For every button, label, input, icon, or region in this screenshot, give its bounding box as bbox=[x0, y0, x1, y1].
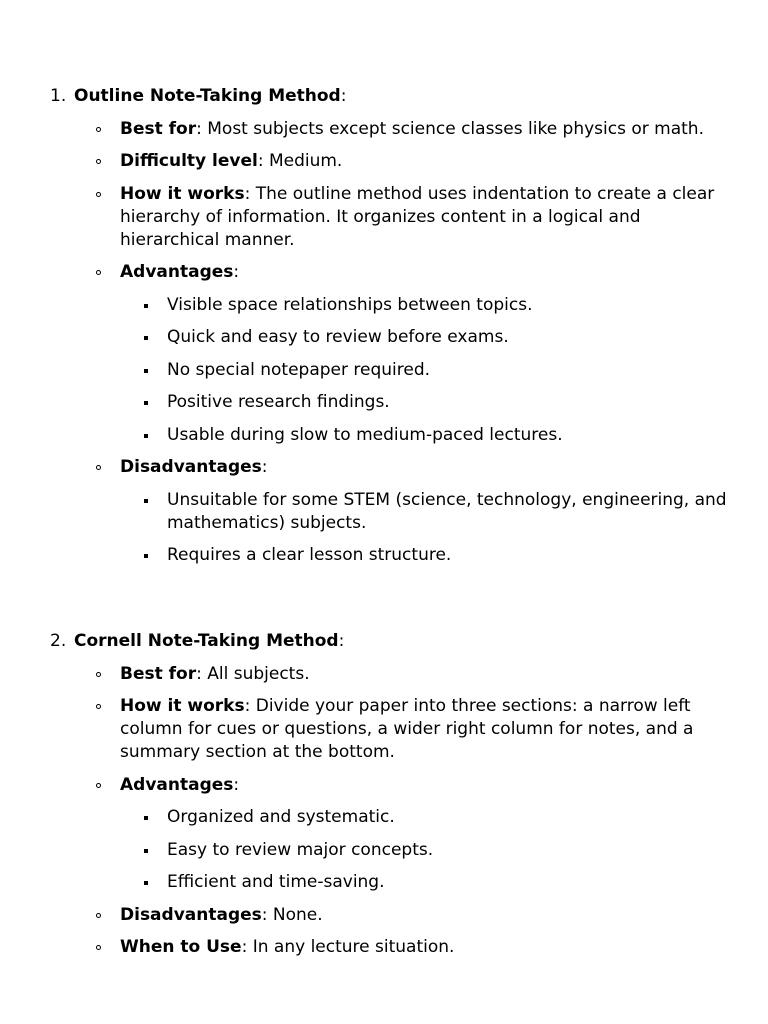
item-text: : bbox=[233, 774, 240, 795]
section-heading bbox=[0, 85, 768, 108]
sub-list-item bbox=[0, 424, 768, 447]
circle-bullet-icon bbox=[96, 127, 101, 132]
sub-item-text: Quick and easy to review before exams. bbox=[167, 327, 509, 347]
item-text: : Medium. bbox=[257, 151, 343, 171]
section-title: Outline Note-Taking Method bbox=[74, 86, 341, 106]
sub-item-text: Efficient and time-saving. bbox=[167, 872, 385, 892]
item-label: Advantages bbox=[120, 774, 234, 795]
sub-list-item bbox=[0, 326, 768, 349]
circle-bullet-icon bbox=[96, 159, 101, 164]
square-bullet-icon bbox=[144, 304, 148, 308]
section-title: Cornell Note-Taking Method bbox=[74, 631, 339, 651]
item-label: Difficulty level bbox=[120, 151, 258, 171]
item-label: How it works bbox=[120, 696, 245, 716]
list-item-difficulty-level bbox=[0, 150, 768, 173]
item-label: Disadvantages bbox=[120, 457, 262, 477]
sub-item-text: Requires a clear lesson structure. bbox=[167, 545, 452, 565]
item-text: : In any lecture situation. bbox=[241, 937, 455, 957]
list-item-advantages bbox=[0, 774, 768, 797]
sub-item-text: No special notepaper required. bbox=[167, 359, 431, 380]
item-text: : Most subjects except science classes like physics or math. bbox=[196, 118, 704, 139]
square-bullet-icon bbox=[144, 881, 148, 885]
circle-bullet-icon bbox=[96, 192, 101, 197]
square-bullet-icon bbox=[144, 401, 148, 405]
section-outline-method bbox=[0, 85, 768, 567]
circle-bullet-icon bbox=[96, 783, 101, 788]
circle-bullet-icon bbox=[96, 913, 101, 918]
sub-item-text: Easy to review major concepts. bbox=[167, 839, 434, 860]
item-label: When to Use bbox=[120, 937, 242, 957]
sub-item-text: Organized and systematic. bbox=[167, 807, 395, 827]
item-label: Best for bbox=[120, 118, 197, 139]
item-text: : Divide your paper into three sections: a narrow left column for cues or questions, a wider right column for notes, and a summary section at the bottom. bbox=[120, 696, 694, 762]
item-text: : The outline method uses indentation to create a clear hierarchy of information. It organizes content in a logical and hierarchical manner. bbox=[120, 183, 715, 250]
list-item-how-it-works bbox=[0, 695, 768, 764]
section-title-suffix: : bbox=[338, 631, 345, 651]
list-item-when-to-use bbox=[0, 936, 768, 959]
sub-list-item bbox=[0, 489, 768, 535]
square-bullet-icon bbox=[144, 554, 148, 558]
sub-list-item bbox=[0, 806, 768, 829]
list-number: 2. bbox=[50, 631, 67, 651]
circle-bullet-icon bbox=[96, 270, 101, 275]
sub-list-item bbox=[0, 839, 768, 862]
sub-item-text: Visible space relationships between topics. bbox=[167, 294, 533, 315]
square-bullet-icon bbox=[144, 499, 148, 503]
circle-bullet-icon bbox=[96, 945, 101, 950]
list-item-advantages bbox=[0, 261, 768, 284]
square-bullet-icon bbox=[144, 369, 148, 373]
square-bullet-icon bbox=[144, 816, 148, 820]
circle-bullet-icon bbox=[96, 465, 101, 470]
section-title-suffix: : bbox=[340, 86, 347, 106]
item-label: Best for bbox=[120, 663, 197, 684]
list-item-disadvantages bbox=[0, 456, 768, 479]
sub-list-item bbox=[0, 544, 768, 567]
list-number: 1. bbox=[50, 86, 67, 106]
square-bullet-icon bbox=[144, 849, 148, 853]
section-cornell-method bbox=[0, 630, 768, 959]
item-text: : All subjects. bbox=[196, 663, 310, 684]
sub-item-text: Positive research findings. bbox=[167, 392, 390, 412]
sub-item-text: Usable during slow to medium-paced lectures. bbox=[167, 424, 563, 445]
item-label: How it works bbox=[120, 183, 245, 204]
square-bullet-icon bbox=[144, 434, 148, 438]
sub-list-item bbox=[0, 294, 768, 317]
list-item-disadvantages bbox=[0, 904, 768, 927]
circle-bullet-icon bbox=[96, 704, 101, 709]
item-label: Advantages bbox=[120, 262, 234, 282]
square-bullet-icon bbox=[144, 336, 148, 340]
sub-item-text: Unsuitable for some STEM (science, technology, engineering, and mathematics) subjects. bbox=[167, 489, 727, 533]
item-text: : None. bbox=[261, 904, 323, 925]
list-item-best-for bbox=[0, 118, 768, 141]
item-label: Disadvantages bbox=[120, 904, 262, 925]
circle-bullet-icon bbox=[96, 672, 101, 677]
sub-list-item bbox=[0, 391, 768, 414]
list-item-best-for bbox=[0, 663, 768, 686]
list-item-how-it-works bbox=[0, 183, 768, 252]
section-heading bbox=[0, 630, 768, 653]
sub-list-item bbox=[0, 359, 768, 382]
item-text: : bbox=[261, 457, 268, 477]
item-text: : bbox=[233, 262, 240, 282]
sub-list-item bbox=[0, 871, 768, 894]
